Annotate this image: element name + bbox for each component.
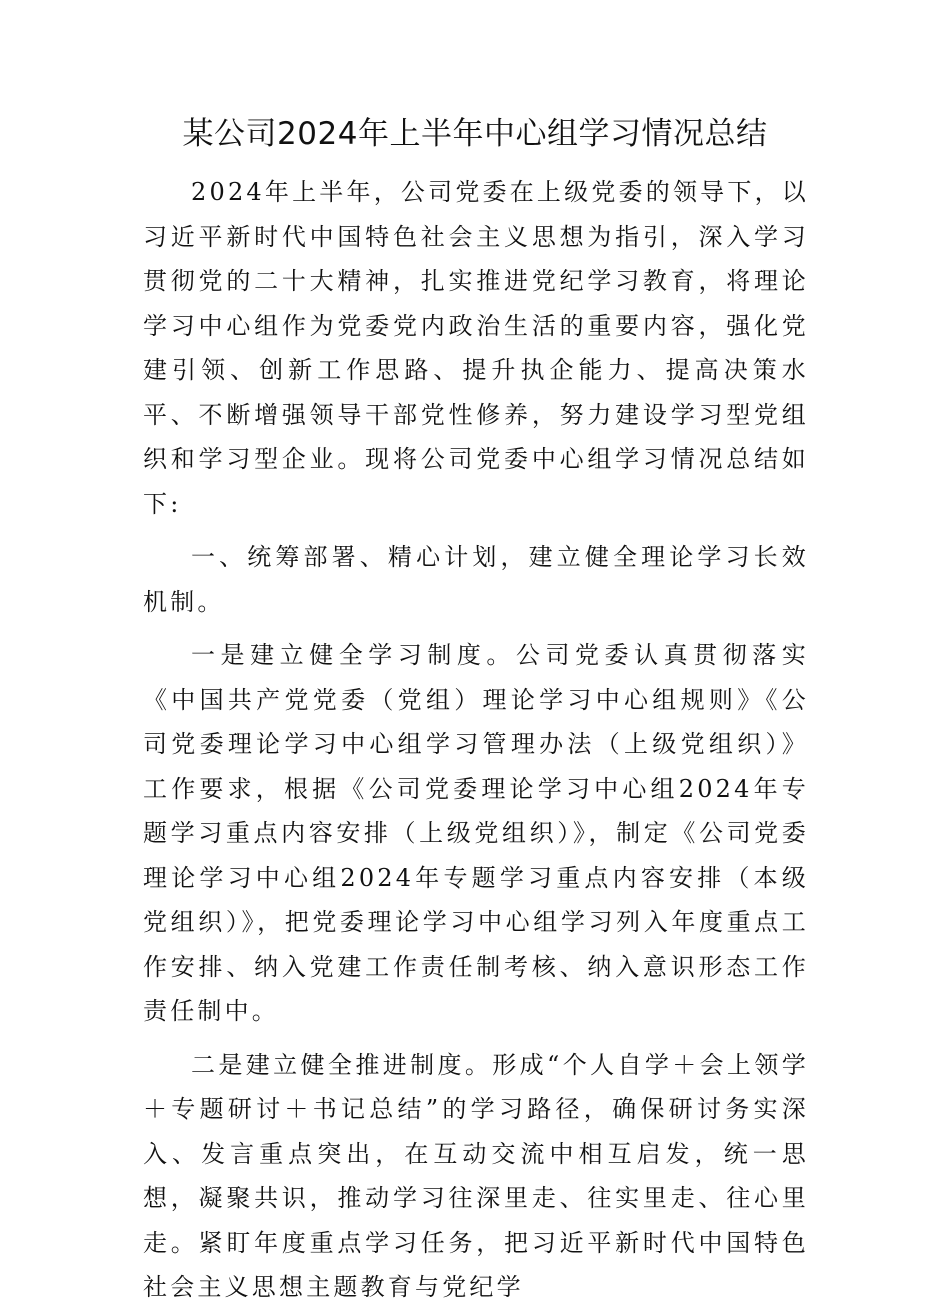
paragraph-intro: 2024年上半年，公司党委在上级党委的领导下，以习近平新时代中国特色社会主义思想为指引，深入学习贯彻党的二十大精神，扎实推进党纪学习教育，将理论学习中心组作为党委党内政治生活的重要内容，强化党建引领、创新工作思路、提升执企能力、提高决策水平、不断增强领导干部党性修养，努力建设学习型党组织和学习型企业。现将公司党委中心组学习情况总结如下: <box>143 178 809 518</box>
paragraph-study-system: 一是建立健全学习制度。公司党委认真贯彻落实《中国共产党党委（党组）理论学习中心组规则》《公司党委理论学习中心组学习管理办法（上级党组织）》工作要求，根据《公司党委理论学习中心组2024年专题学习重点内容安排（上级党组织）》，制定《公司党委理论学习中心组2024年专题学习重点内容安排（本级党组织）》，把党委理论学习中心组学习列入年度重点工作安排、纳入党建工作责任制考核、纳入意识形态工作责任制中。 <box>143 641 809 1025</box>
document-body <box>143 170 809 1310</box>
paragraph-promotion-system: 二是建立健全推进制度。形成“个人自学＋会上领学＋专题研讨＋书记总结”的学习路径，确保研讨务实深入、发言重点突出，在互动交流中相互启发，统一思想，凝聚共识，推动学习往深里走、往实里走、往心里走。紧盯年度重点学习任务，把习近平新时代中国特色社会主义思想主题教育与党纪学 <box>143 1050 809 1301</box>
document-title: 某公司2024年上半年中心组学习情况总结 <box>182 116 768 152</box>
section-heading-one: 一、统筹部署、精心计划，建立健全理论学习长效机制。 <box>143 543 809 616</box>
